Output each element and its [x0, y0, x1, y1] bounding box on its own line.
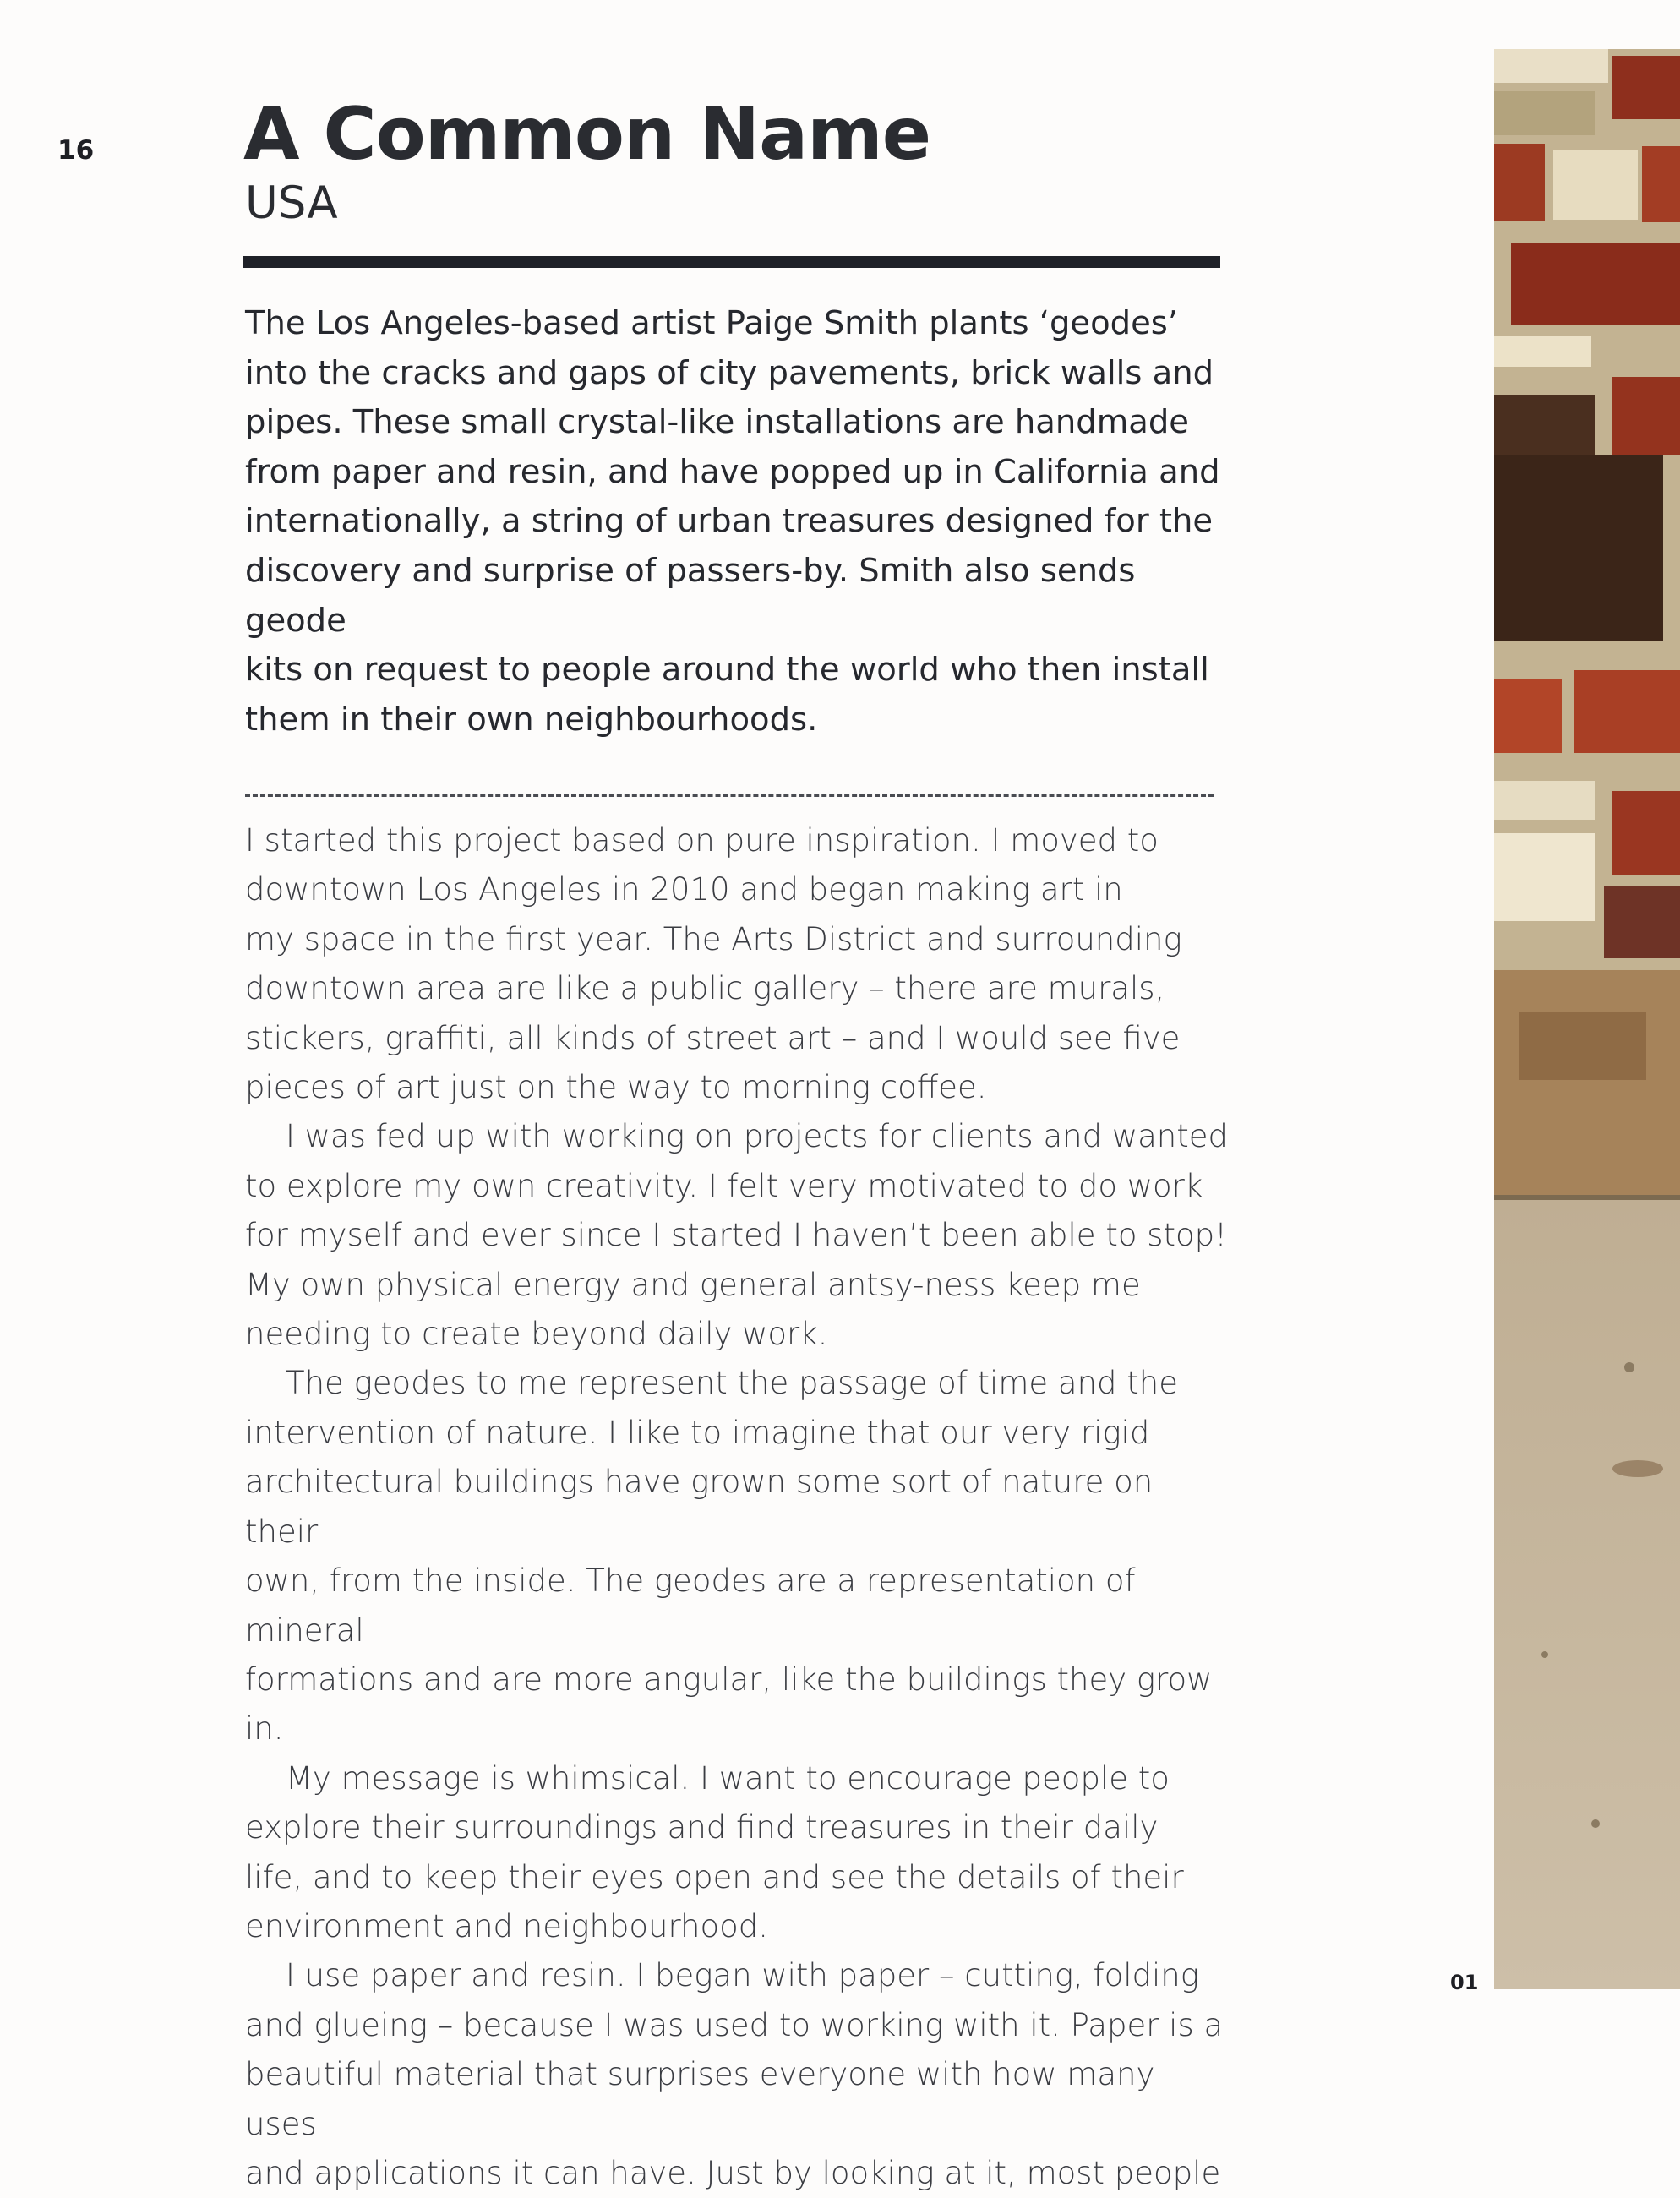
plate-number: 01 — [1450, 1971, 1479, 1994]
body-line: architectural buildings have grown some sort of nature on their — [245, 1464, 1154, 1550]
body-line: stickers, graffiti, all kinds of street art – and I would see five — [245, 1019, 1181, 1056]
body-line: My message is whimsical. I want to encourage people to — [286, 1759, 1170, 1797]
section-divider — [245, 794, 1214, 797]
intro-line: into the cracks and gaps of city pavements, brick walls and — [245, 353, 1214, 392]
article-title: A Common Name — [243, 92, 931, 177]
body-line: beautiful material that surprises everyone with how many uses — [245, 2056, 1155, 2142]
intro-line: them in their own neighbourhoods. — [245, 700, 818, 739]
body-line: to explore my own creativity. I felt very motivated to do work — [245, 1167, 1203, 1204]
body-line: needing to create beyond daily work. — [245, 1316, 828, 1353]
body-line: environment and neighbourhood. — [245, 1907, 769, 1944]
body-line: my space in the first year. The Arts District and surrounding — [245, 920, 1182, 957]
intro-line: The Los Angeles-based artist Paige Smith plants ‘geodes’ — [245, 304, 1179, 342]
brick-wall-photo — [1494, 49, 1680, 1989]
body-line: own, from the inside. The geodes are a representation of mineral — [245, 1563, 1136, 1649]
page-number: 16 — [57, 135, 95, 166]
article-country: USA — [245, 177, 338, 229]
body-line: formations and are more angular, like the buildings they grow in. — [245, 1661, 1213, 1748]
intro-paragraph — [245, 299, 1234, 744]
body-line: intervention of nature. I like to imagine that our very rigid — [245, 1414, 1150, 1451]
body-line: downtown Los Angeles in 2010 and began making art in — [245, 871, 1123, 908]
body-line: I was fed up with working on projects for clients and wanted — [286, 1118, 1228, 1155]
body-line: and applications it can have. Just by looking at it, most people — [245, 2154, 1221, 2191]
body-line: and glueing – because I was used to working with it. Paper is a — [245, 2006, 1224, 2043]
body-line: I started this project based on pure inspiration. I moved to — [245, 822, 1159, 859]
intro-line: internationally, a string of urban treasures designed for the — [245, 502, 1214, 541]
body-line: downtown area are like a public gallery – there are murals, — [245, 970, 1165, 1007]
body-line: I use paper and resin. I began with paper – cutting, folding — [286, 1957, 1199, 1994]
interview-body — [245, 816, 1234, 2198]
brick-wall-image — [1494, 49, 1680, 1989]
body-line: My own physical energy and general antsy-ness keep me — [245, 1266, 1141, 1303]
title-divider — [243, 256, 1220, 268]
body-line: explore their surroundings and find treasures in their daily — [245, 1809, 1159, 1846]
body-line: pieces of art just on the way to morning coffee. — [245, 1069, 987, 1106]
body-line: for myself and ever since I started I haven’t been able to stop! — [245, 1217, 1227, 1254]
body-line: The geodes to me represent the passage of time and the — [286, 1365, 1178, 1402]
intro-line: kits on request to people around the world who then install — [245, 651, 1209, 690]
intro-line: pipes. These small crystal-like installations are handmade — [245, 403, 1189, 442]
intro-line: discovery and surprise of passers-by. Smith also sends geode — [245, 551, 1136, 640]
body-line: life, and to keep their eyes open and see the details of their — [245, 1858, 1184, 1895]
intro-line: from paper and resin, and have popped up in California and — [245, 452, 1220, 491]
